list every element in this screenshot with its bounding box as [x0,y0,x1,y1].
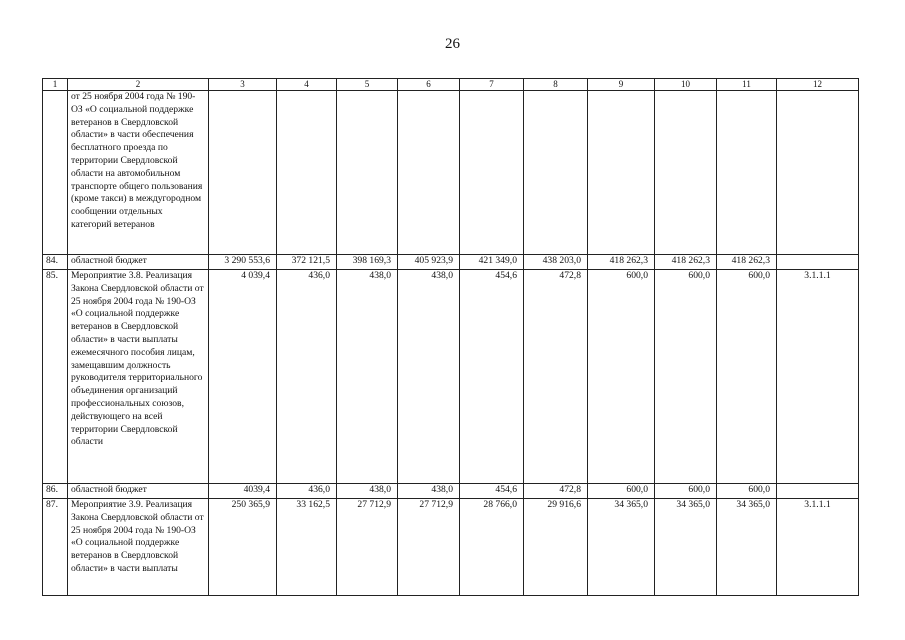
table-row-84 [43,255,859,270]
value-cell [717,91,777,255]
column-header: 12 [777,79,859,91]
value-cell: 29 916,6 [524,499,588,596]
value-cell: 438,0 [337,484,398,499]
table-row-continuation [43,91,859,255]
value-cell: 600,0 [588,270,655,484]
value-cell [655,91,717,255]
value-cell: 398 169,3 [337,255,398,270]
row-index: 84. [43,255,68,270]
column-header: 1 [43,79,68,91]
value-cell: 27 712,9 [337,499,398,596]
value-cell: 418 262,3 [655,255,717,270]
value-cell: 250 365,9 [209,499,277,596]
value-cell: 454,6 [460,484,524,499]
value-cell: 472,8 [524,270,588,484]
value-cell: 3 290 553,6 [209,255,277,270]
target-code: 3.1.1.1 [777,499,859,596]
value-cell: 600,0 [655,484,717,499]
value-cell [588,91,655,255]
value-cell: 372 121,5 [277,255,337,270]
program-table [42,78,859,596]
value-cell: 436,0 [277,270,337,484]
header-row [43,79,859,91]
value-cell [398,91,460,255]
value-cell: 28 766,0 [460,499,524,596]
page-number: 26 [445,36,460,52]
column-header: 7 [460,79,524,91]
target-code [777,484,859,499]
row-index [43,91,68,255]
value-cell: 438,0 [337,270,398,484]
value-cell: 405 923,9 [398,255,460,270]
value-cell: 600,0 [655,270,717,484]
value-cell: 418 262,3 [717,255,777,270]
value-cell: 34 365,0 [588,499,655,596]
value-cell: 34 365,0 [655,499,717,596]
column-header: 9 [588,79,655,91]
column-header: 3 [209,79,277,91]
target-code [777,255,859,270]
column-header: 11 [717,79,777,91]
row-description: Мероприятие 3.8. Реализация Закона Свердловской области от 25 ноября 2004 года № 190-ОЗ «О социальной поддержке ветеранов в Свердловской области» в части выплаты ежемесячного пособия лицам, замещавшим должность руководителя территориального объединения организаций профессиональных союзов, действующего на всей территории Свердловской области [68,270,209,484]
value-cell: 436,0 [277,484,337,499]
row-description: областной бюджет [68,255,209,270]
value-cell: 438,0 [398,270,460,484]
value-cell: 27 712,9 [398,499,460,596]
value-cell: 600,0 [717,484,777,499]
column-header: 8 [524,79,588,91]
row-description: Мероприятие 3.9. Реализация Закона Свердловской области от 25 ноября 2004 года № 190-ОЗ «О социальной поддержке ветеранов в Свердловской области» в части выплаты [68,499,209,596]
value-cell [524,91,588,255]
value-cell: 472,8 [524,484,588,499]
column-header: 5 [337,79,398,91]
value-cell: 418 262,3 [588,255,655,270]
column-header: 2 [68,79,209,91]
table-row-86 [43,484,859,499]
row-index: 87. [43,499,68,596]
row-description: областной бюджет [68,484,209,499]
value-cell: 438 203,0 [524,255,588,270]
column-header: 6 [398,79,460,91]
target-code [777,91,859,255]
value-cell: 33 162,5 [277,499,337,596]
column-header: 4 [277,79,337,91]
value-cell: 600,0 [717,270,777,484]
value-cell: 4 039,4 [209,270,277,484]
value-cell: 4039,4 [209,484,277,499]
value-cell: 421 349,0 [460,255,524,270]
value-cell [209,91,277,255]
value-cell [460,91,524,255]
column-header: 10 [655,79,717,91]
value-cell [337,91,398,255]
value-cell: 438,0 [398,484,460,499]
value-cell: 34 365,0 [717,499,777,596]
table-row-85 [43,270,859,484]
row-description: от 25 ноября 2004 года № 190-ОЗ «О социальной поддержке ветеранов в Свердловской области» в части обеспечения бесплатного проезда по территории Свердловской области на автомобильном транспорте общего пользования (кроме такси) в междугородном сообщении отдельных категорий ветеранов [68,91,209,255]
row-index: 85. [43,270,68,484]
target-code: 3.1.1.1 [777,270,859,484]
table-row-87 [43,499,859,596]
value-cell: 600,0 [588,484,655,499]
value-cell [277,91,337,255]
value-cell: 454,6 [460,270,524,484]
row-index: 86. [43,484,68,499]
